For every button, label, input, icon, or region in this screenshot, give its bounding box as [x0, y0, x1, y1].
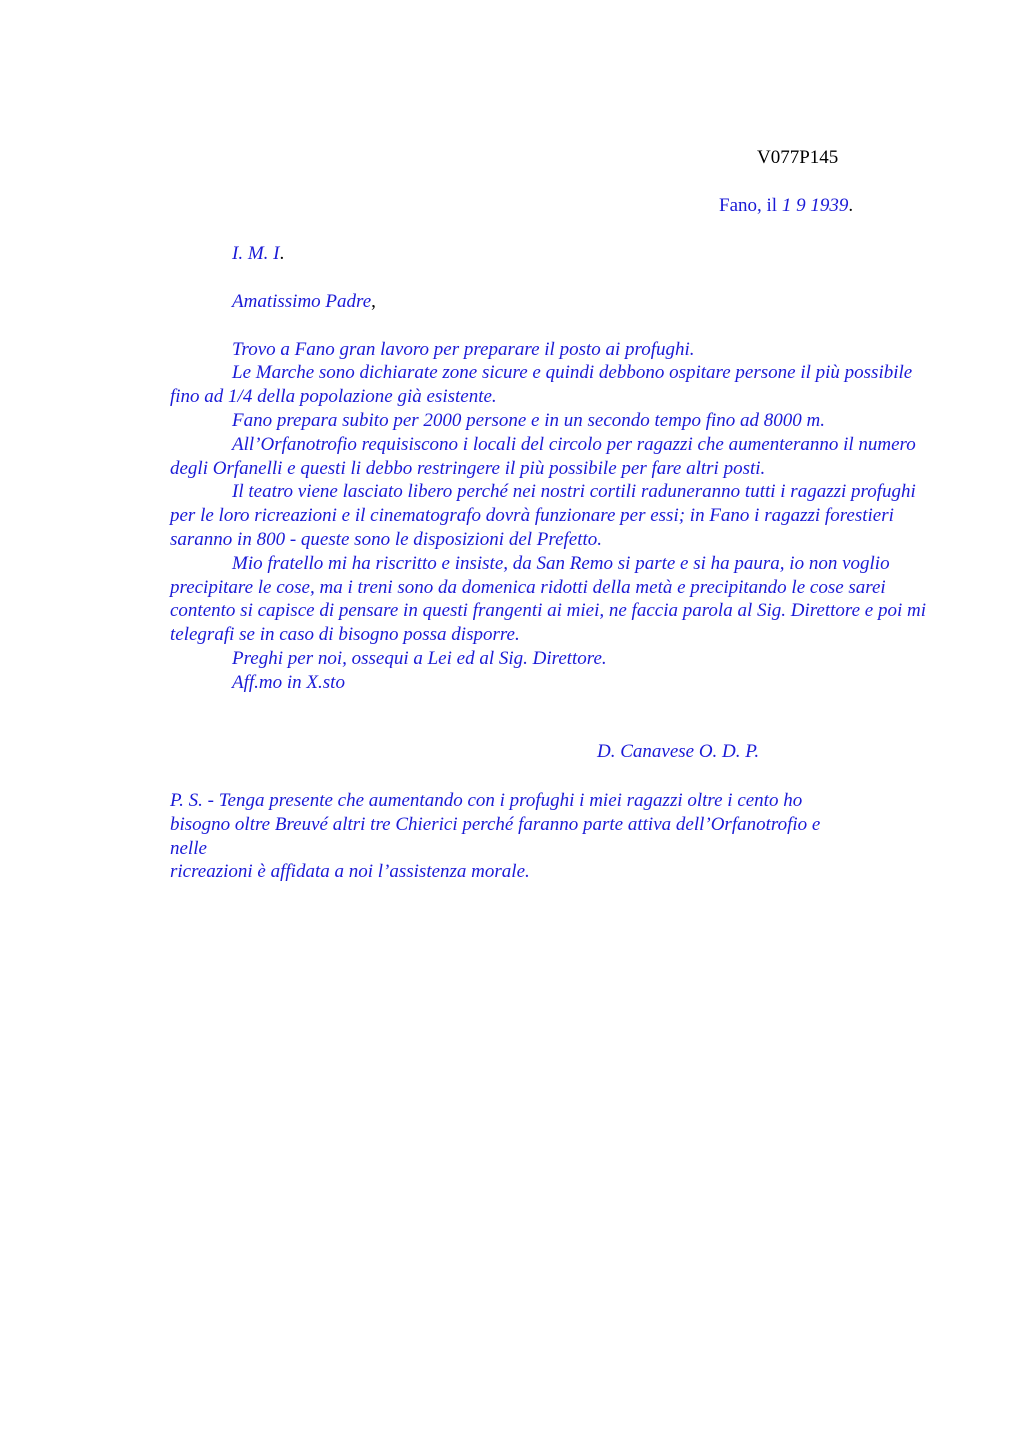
signature: D. Canavese O. D. P.: [597, 741, 760, 762]
paragraph: Le Marche sono dichiarate zone sicure e quindi debbono ospitare persone il più possibile fino ad 1/4 della popolazione già esistente.: [170, 362, 913, 408]
postscript-line: ricreazioni è affidata a noi l’assistenza morale.: [170, 861, 530, 883]
postscript-line: bisogno oltre Breuvé altri tre Chierici perché faranno parte attiva dell’Orfanotrofio e: [170, 813, 821, 835]
paragraph: Trovo a Fano gran lavoro per preparare il posto ai profughi.: [232, 338, 695, 360]
letter-body: [170, 242, 930, 695]
salutation: Amatissimo Padre,: [232, 290, 376, 312]
date: 1 9 1939: [781, 195, 849, 216]
closing: Aff.mo in X.sto: [232, 671, 345, 693]
invocation: I. M. I.: [232, 243, 285, 264]
postscript: [170, 789, 900, 884]
postscript-line: nelle: [170, 837, 207, 859]
place: Fano, il: [719, 195, 782, 216]
paragraph: Mio fratello mi ha riscritto e insiste, da San Remo si parte e si ha paura, io non voglio precipitare le cose, ma i treni sono da domenica ridotti della metà e precipitando le cose sarei contento si capisce di pensare in questi frangenti ai miei, ne faccia parola al Sig. Direttore e poi mi telegrafi se in caso di bisogno possa disporre.: [170, 552, 927, 646]
document-reference: V077P145: [757, 147, 839, 168]
paragraph: Il teatro viene lasciato libero perché nei nostri cortili raduneranno tutti i ragazzi profughi per le loro ricreazioni e il cinematografo dovrà funzionare per essi; in Fano i ragazzi forestieri saranno in 800 - queste sono le disposizioni del Prefetto.: [170, 481, 916, 550]
dateline: [719, 195, 853, 217]
paragraph: Fano prepara subito per 2000 persone e in un secondo tempo fino ad 8000 m.: [232, 409, 825, 431]
date-period: .: [848, 195, 854, 216]
paragraph: All’Orfanotrofio requisiscono i locali del circolo per ragazzi che aumenteranno il numero degli Orfanelli e questi li debbo restringere il più possibile per fare altri posti.: [170, 433, 916, 479]
paragraph: Preghi per noi, ossequi a Lei ed al Sig. Direttore.: [232, 647, 607, 669]
postscript-line: P. S. - Tenga presente che aumentando con i profughi i miei ragazzi oltre i cento ho: [170, 790, 803, 811]
